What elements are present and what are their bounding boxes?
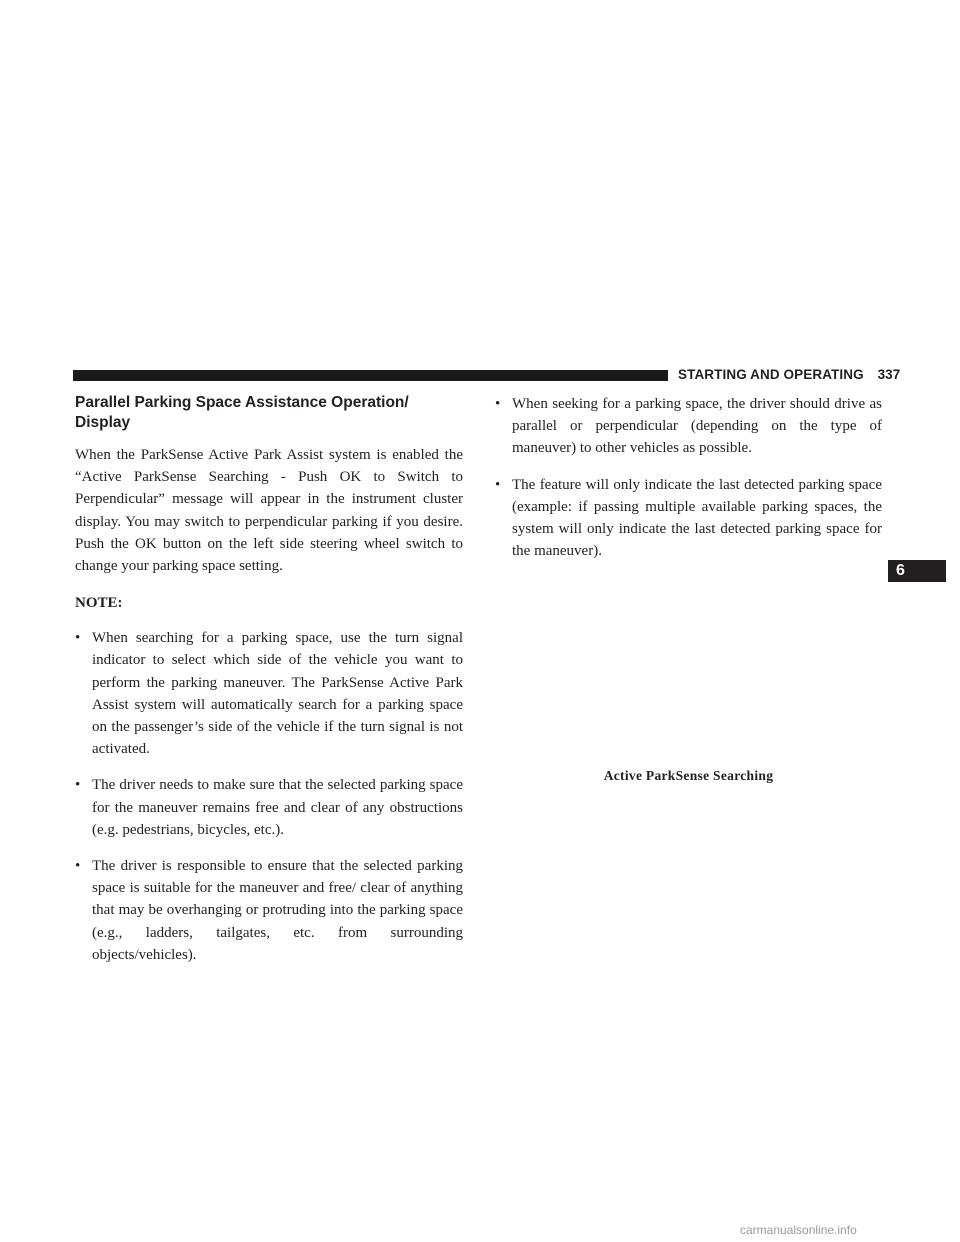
list-item	[75, 855, 463, 966]
left-column	[75, 393, 463, 980]
right-bullet-list	[495, 393, 882, 562]
list-item	[75, 774, 463, 841]
header-rule	[73, 370, 668, 381]
list-item	[495, 474, 882, 563]
list-item-text: The driver is responsible to ensure that the selected parking space is suitable for the maneuver and free/ clear of anything that may be overhanging or protruding into the parking space (e.g., ladders, tailgates, etc. from surrounding objects/vehicles).	[92, 858, 463, 963]
page-number: 337	[877, 367, 901, 382]
header-section-title: STARTING AND OPERATING	[678, 367, 864, 382]
list-item-text: When searching for a parking space, use the turn signal indicator to select which side of the vehicle you want to perform the parking maneuver. The ParkSense Active Park Assist system will automatically search for a parking space on the passenger’s side of the vehicle if the turn signal is not activated.	[92, 630, 463, 758]
bullet-marker: •	[75, 777, 81, 794]
figure-caption: Active ParkSense Searching	[603, 768, 774, 783]
list-item	[75, 627, 463, 760]
list-item-text: The driver needs to make sure that the selected parking space for the maneuver remains free and clear of any obstructions (e.g. pedestrians, bicycles, etc.).	[92, 777, 463, 838]
intro-paragraph: When the ParkSense Active Park Assist system is enabled the “Active ParkSense Searching - Push OK to Switch to Perpendicular” message will appear in the instrument cluster display. You may switch to perpendicular parking if you desire. Push the OK button on the left side steering wheel switch to change your parking space setting.	[75, 447, 463, 575]
right-column	[495, 393, 882, 576]
list-item-text: The feature will only indicate the last detected parking space (example: if passing multiple available parking spaces, the system will only indicate the last detected parking space for the maneuver).	[512, 476, 882, 560]
running-header	[678, 365, 900, 385]
watermark-text[interactable]: carmanualsonline.info	[740, 1223, 857, 1237]
list-item	[495, 393, 882, 460]
note-label: NOTE:	[75, 595, 123, 612]
note-bullet-list	[75, 627, 463, 966]
chapter-tab: 6	[888, 560, 946, 582]
section-heading: Parallel Parking Space Assistance Operation/ Display	[75, 394, 409, 431]
bullet-marker: •	[495, 396, 501, 412]
bullet-marker: •	[495, 476, 501, 493]
bullet-marker: •	[75, 630, 81, 647]
list-item-text: When seeking for a parking space, the driver should drive as parallel or perpendicular (depending on the type of maneuver) to other vehicles as possible.	[512, 396, 882, 457]
bullet-marker: •	[75, 858, 81, 875]
